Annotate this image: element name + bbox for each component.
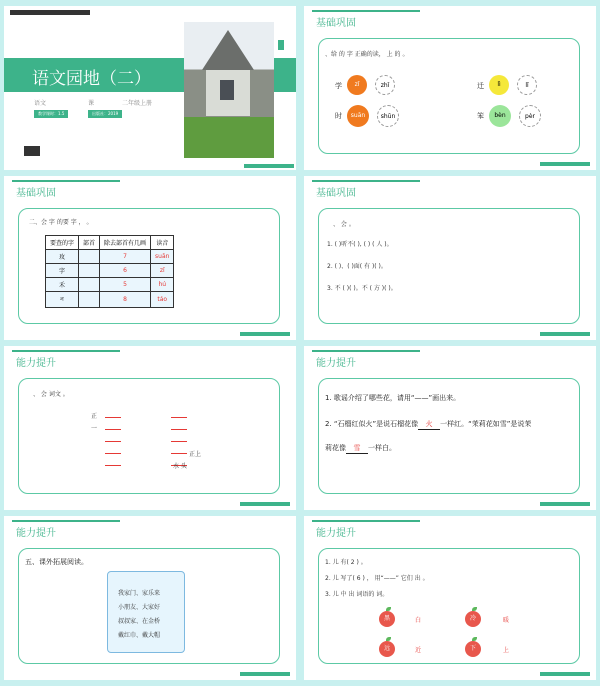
top-bar [10, 10, 90, 15]
table-row [46, 292, 174, 308]
slide-extended-reading[interactable] [4, 516, 296, 680]
footer-bar [540, 502, 590, 506]
answer-line[interactable] [171, 453, 187, 454]
cell-char: 禾 [46, 278, 79, 292]
question-line-3: 3. 不 ( )( )。不 ( 方 )( )。 [327, 285, 397, 292]
cell-pinyin: zǐ [151, 264, 174, 278]
antonym-answer[interactable]: 白 [415, 617, 422, 624]
table-row [46, 278, 174, 292]
question-prompt: 五、课外拓展阅读。 [25, 558, 88, 566]
cell-char: 玫 [46, 250, 79, 264]
slide-header: 基础巩固 [316, 18, 356, 29]
slide-header: 基础巩固 [16, 188, 56, 199]
col-header: 读音 [151, 236, 174, 250]
cell-char: 字 [46, 264, 79, 278]
cell-radical[interactable] [79, 278, 100, 292]
char-2: 时 [335, 112, 342, 120]
cell-radical[interactable] [79, 250, 100, 264]
footer-bar [240, 502, 290, 506]
answer-line[interactable] [105, 441, 121, 442]
header-line [312, 10, 420, 12]
cell-strokes: 6 [100, 264, 151, 278]
char-1: 学 [335, 82, 342, 90]
radical-table [45, 235, 174, 308]
table-row [46, 264, 174, 278]
slide-word-match[interactable] [4, 346, 296, 510]
answer-line[interactable] [105, 453, 121, 454]
cell-radical[interactable] [79, 292, 100, 308]
cell-strokes: 5 [100, 278, 151, 292]
right-word: 正上 [189, 451, 202, 458]
scroll-line: 我家门、家乐来 [118, 590, 161, 597]
answer-line[interactable] [171, 441, 187, 442]
scroll-panel [107, 571, 185, 653]
deco-block [24, 146, 40, 156]
content-card [18, 548, 280, 664]
pinyin-choice[interactable]: zhǐ [375, 75, 395, 95]
pinyin-choice[interactable]: zǐ [347, 75, 367, 95]
right-word: 水 头 [173, 463, 187, 470]
header-line [12, 180, 120, 182]
content-card [18, 378, 280, 494]
apple-icon: 下 [465, 641, 481, 657]
meta-left: 教学课时：1.5 [34, 110, 68, 118]
pinyin-choice[interactable]: shūn [377, 105, 399, 127]
header-line [312, 520, 420, 522]
q2-text: 一样白。 [368, 444, 396, 452]
slide-header: 能力提升 [16, 358, 56, 369]
footer-bar [244, 164, 294, 168]
footer-bar [540, 672, 590, 676]
meta-right: 出版社：2019 [88, 110, 122, 118]
answer-blank[interactable]: 火 [418, 419, 440, 430]
question-prompt: 、 会 。 [333, 221, 355, 228]
question-1: 1. 歌谣介绍了哪些花，请用“——”画出来。 [325, 394, 461, 402]
subtitle-lesson: 课 [88, 100, 95, 107]
footer-bar [540, 332, 590, 336]
scroll-line: 小朋友、大家好 [118, 604, 161, 611]
cell-char: ন [46, 292, 79, 308]
question-prompt: 二、会 字 的要 字 ， 。 [29, 219, 93, 226]
content-card [318, 38, 580, 154]
slide-pinyin[interactable] [304, 6, 596, 170]
q2-text: 一样红。“茉莉花如雪”是说茉 [440, 420, 532, 428]
answer-blank[interactable]: 雪 [346, 443, 368, 454]
antonym-answer[interactable]: 近 [415, 647, 422, 654]
left-word: 一 [91, 425, 98, 432]
antonym-answer[interactable]: 暖 [503, 617, 510, 624]
deco-accent [278, 40, 284, 50]
header-line [12, 350, 120, 352]
col-header: 部首 [79, 236, 100, 250]
apple-icon: 黑 [379, 611, 395, 627]
slide-table[interactable] [4, 176, 296, 340]
content-card [318, 208, 580, 324]
footer-bar [240, 672, 290, 676]
header-line [12, 520, 120, 522]
subtitle-subject: 语文 [34, 100, 47, 107]
cell-strokes: 8 [100, 292, 151, 308]
cell-strokes: 7 [100, 250, 151, 264]
col-header: 要查的字 [46, 236, 79, 250]
page-title: 语文园地（二） [32, 69, 151, 89]
slide-title[interactable] [4, 6, 296, 170]
question-2 [325, 419, 531, 430]
header-line [312, 350, 420, 352]
answer-line[interactable] [171, 417, 187, 418]
table-row [46, 250, 174, 264]
question-line-2: 2. ( )、( )面( 有 )( )。 [327, 263, 387, 270]
answer-line[interactable] [105, 417, 121, 418]
question-line-3: 3. 儿 中 出 词语的 词。 [325, 591, 389, 598]
q2-text: 2. “石榴红似火”是说石榴花像 [325, 420, 419, 428]
pinyin-choice[interactable]: lì [489, 75, 509, 95]
cell-pinyin: suān [151, 250, 174, 264]
house-image [184, 22, 274, 158]
left-word: 正 [91, 413, 98, 420]
question-prompt: 、给 的 字 正确的读， 上 的 。 [325, 51, 409, 58]
answer-line[interactable] [171, 429, 187, 430]
question-2-cont [325, 443, 396, 454]
content-card [318, 378, 580, 494]
slide-fill-blank[interactable] [304, 176, 596, 340]
slide-header: 基础巩固 [316, 188, 356, 199]
q2-text: 莉花像 [325, 444, 346, 452]
answer-line[interactable] [105, 465, 121, 466]
scroll-line: 戴红巾、戴大帽 [118, 632, 161, 639]
char-4: 笨 [477, 112, 484, 120]
apple-icon: 远 [379, 641, 395, 657]
footer-bar [540, 162, 590, 166]
subtitle-grade: 二年级上册 [122, 100, 153, 107]
pinyin-choice[interactable]: suān [347, 105, 369, 127]
question-prompt: 、 会 词文 。 [33, 391, 69, 398]
question-line-1: 1. 儿 有( 2 ) 。 [325, 559, 367, 566]
cell-radical[interactable] [79, 264, 100, 278]
pinyin-choice[interactable]: bèn [489, 105, 511, 127]
content-card [318, 548, 580, 664]
cell-pinyin: táo [151, 292, 174, 308]
scroll-line: 叔叔家、在金桥 [118, 618, 161, 625]
header-line [312, 180, 420, 182]
content-card [18, 208, 280, 324]
question-line-2: 2. 儿 写了( 6 ) ， 用“——” 它们 出 。 [325, 575, 429, 582]
cell-pinyin: hú [151, 278, 174, 292]
pinyin-choice[interactable]: pèr [519, 105, 541, 127]
pinyin-choice[interactable]: lǐ [517, 75, 537, 95]
char-3: 迁 [477, 82, 484, 90]
apple-icon: 冷 [465, 611, 481, 627]
footer-bar [240, 332, 290, 336]
col-header: 除去部首有几画 [100, 236, 151, 250]
slide-header: 能力提升 [316, 358, 356, 369]
answer-line[interactable] [105, 429, 121, 430]
slide-reading-questions[interactable] [304, 346, 596, 510]
question-line-1: 1. ( )听不( ), ( ) ( 人 )。 [327, 241, 393, 248]
slide-antonyms[interactable] [304, 516, 596, 680]
antonym-answer[interactable]: 上 [503, 647, 510, 654]
slide-header: 能力提升 [316, 528, 356, 539]
slide-header: 能力提升 [16, 528, 56, 539]
